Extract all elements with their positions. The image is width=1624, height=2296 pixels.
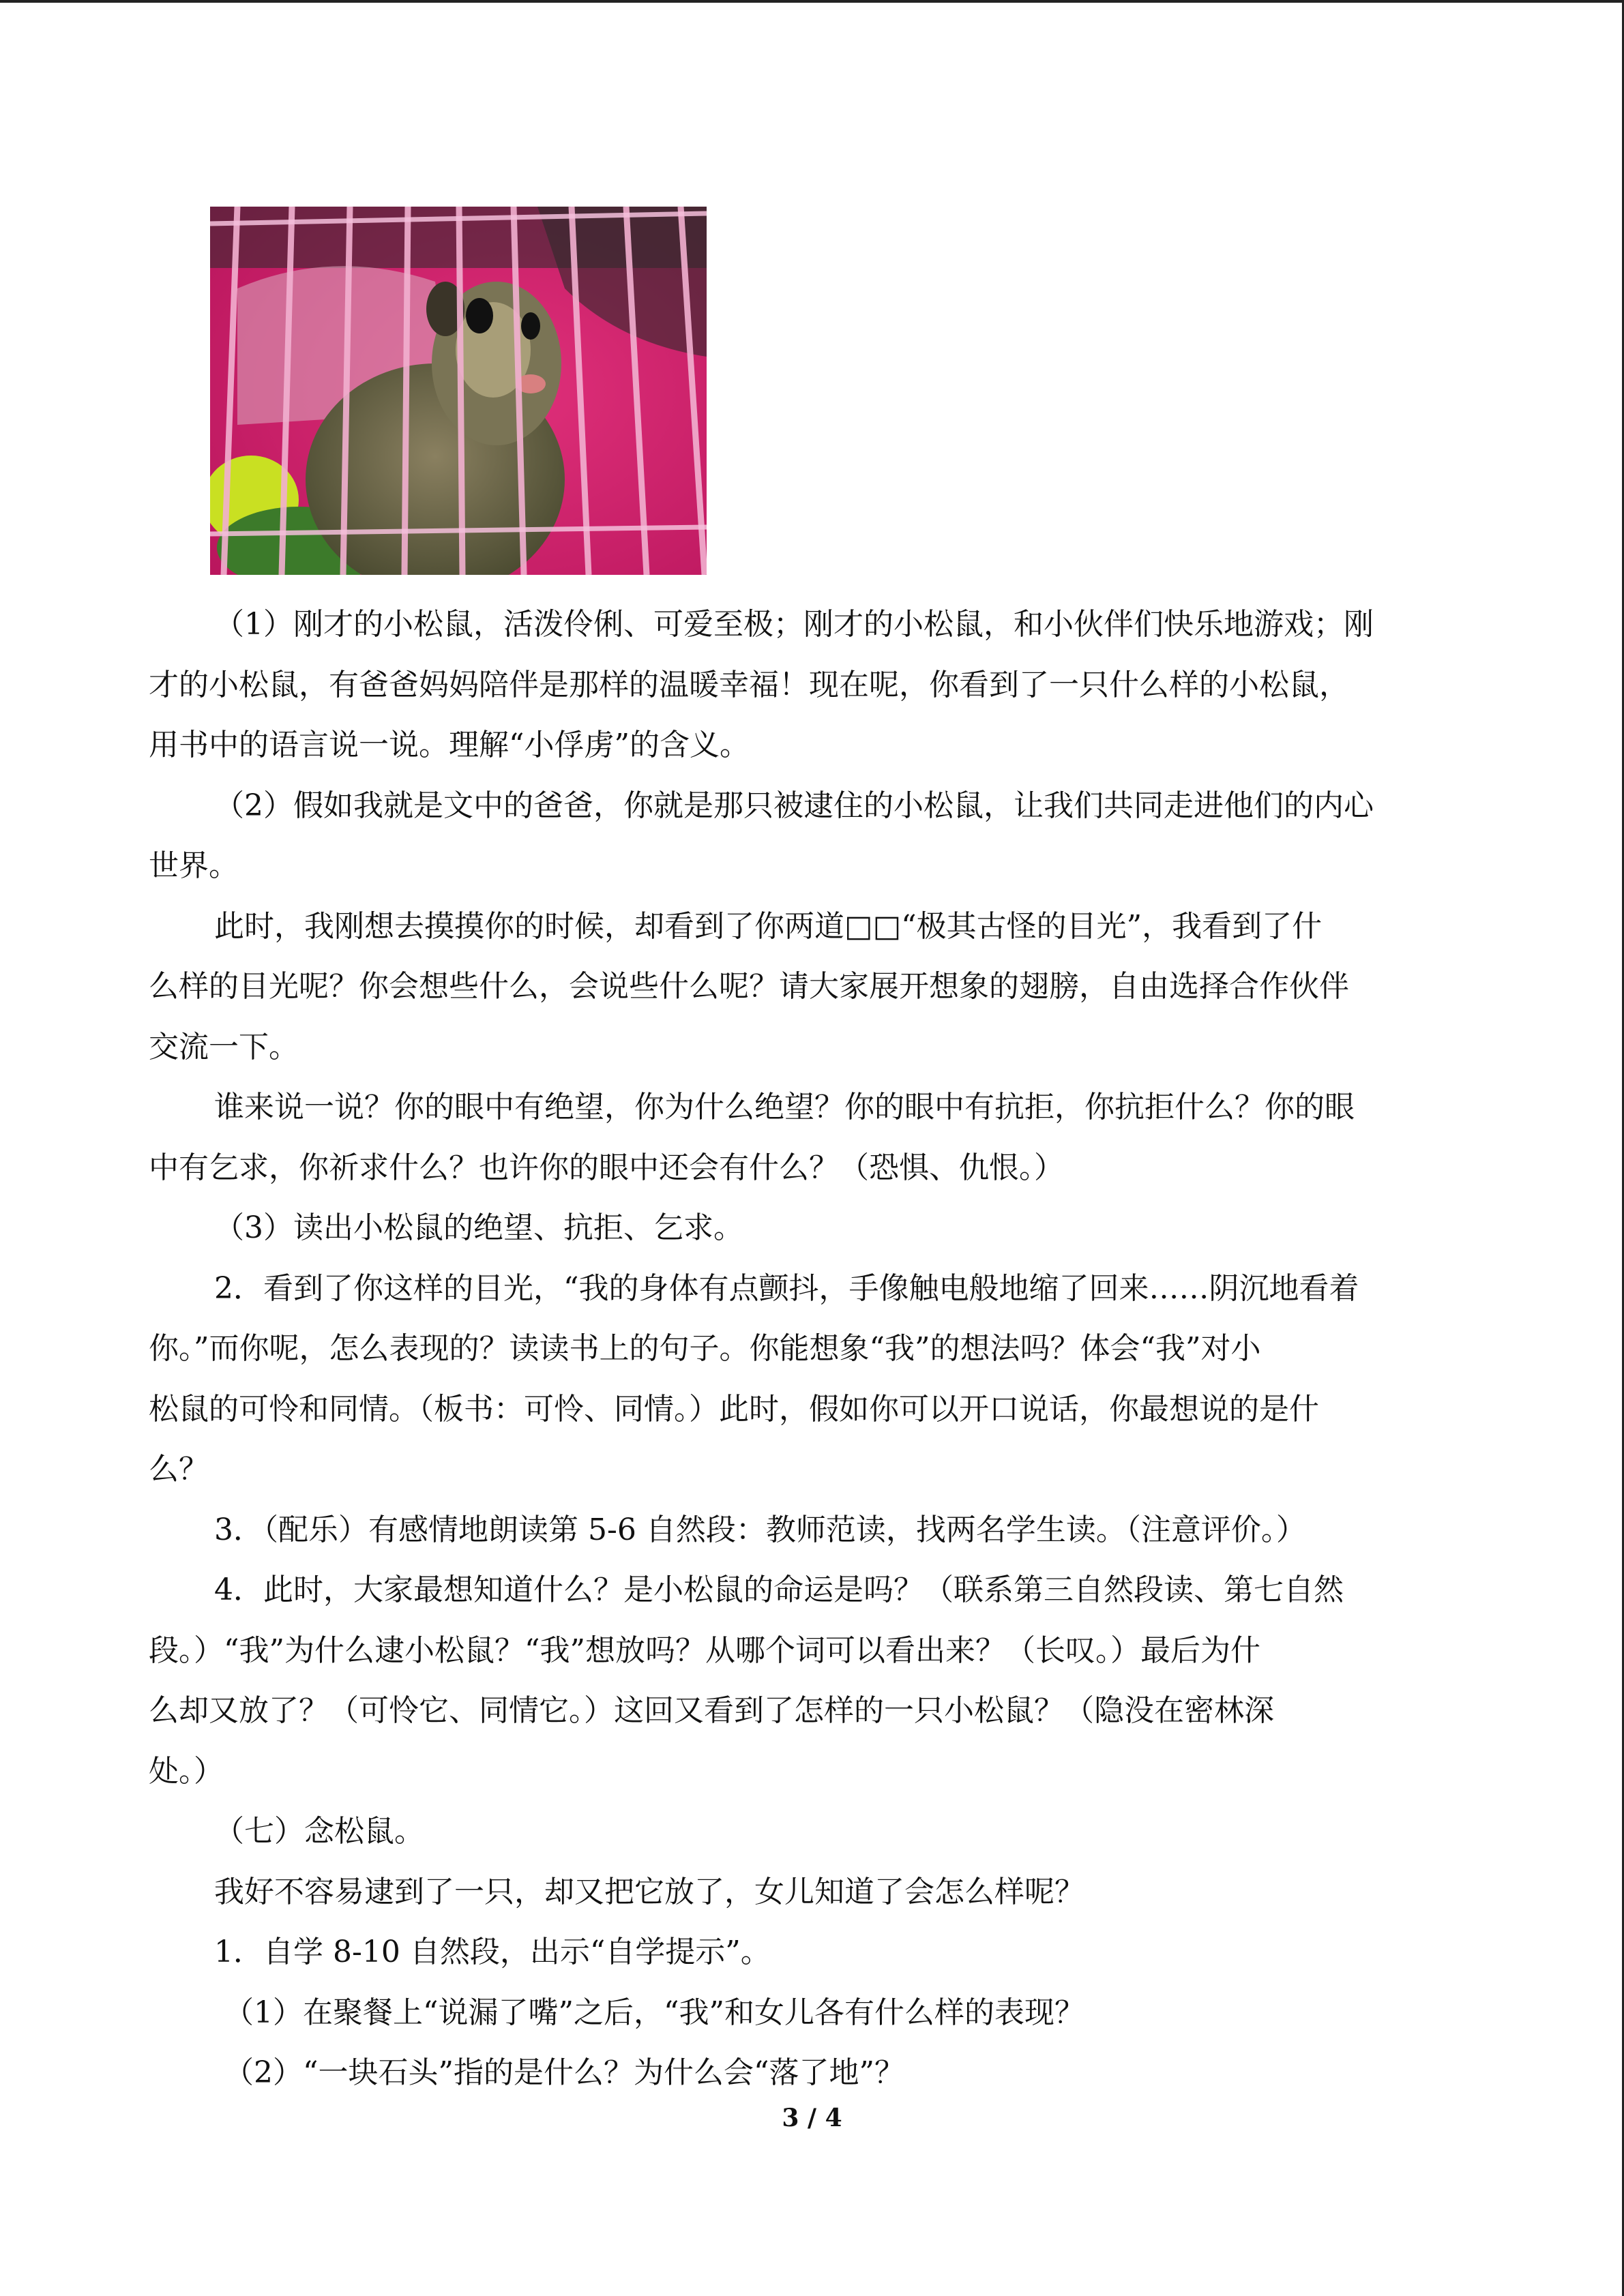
paragraph-line: 才的小松鼠，有爸爸妈妈陪伴是那样的温暖幸福！现在呢，你看到了一只什么样的小松鼠， (149, 667, 1349, 702)
paragraph-line: 世界。 (149, 848, 239, 883)
top-border (0, 0, 1624, 3)
paragraph-line: 3．（配乐）有感情地朗读第 5-6 自然段：教师范读，找两名学生读。（注意评价。） (214, 1512, 1306, 1547)
paragraph-line: 么却又放了？（可怜它、同情它。）这回又看到了怎样的一只小松鼠？（隐没在密林深 (149, 1693, 1274, 1728)
paragraph-line: （3）读出小松鼠的绝望、抗拒、乞求。 (214, 1210, 743, 1245)
paragraph-line: （1）在聚餐上“说漏了嘴”之后，“我”和女儿各有什么样的表现？ (224, 1995, 1084, 2030)
paragraph-line: 用书中的语言说一说。理解“小俘虏”的含义。 (149, 728, 750, 762)
paragraph-line: 2．看到了你这样的目光，“我的身体有点颤抖，手像触电般地缩了回来……阴沉地看着 (214, 1270, 1359, 1306)
paragraph-line: （2）“一块石头”指的是什么？为什么会“落了地”？ (224, 2055, 904, 2090)
squirrel-in-cage-photo (210, 207, 707, 575)
paragraph-line: （2）假如我就是文中的爸爸，你就是那只被逮住的小松鼠，让我们共同走进他们的内心 (214, 788, 1374, 823)
paragraph-line: 你。”而你呢，怎么表现的？读读书上的句子。你能想象“我”的想法吗？体会“我”对小 (149, 1331, 1261, 1366)
paragraph-line: （七）念松鼠。 (214, 1814, 424, 1849)
paragraph-line: 谁来说一说？你的眼中有绝望，你为什么绝望？你的眼中有抗拒，你抗拒什么？你的眼 (214, 1090, 1355, 1124)
paragraph-line: 此时，我刚想去摸摸你的时候，却看到了你两道□□“极其古怪的目光”，我看到了什 (214, 908, 1323, 944)
paragraph-line: 处。） (149, 1753, 224, 1789)
paragraph-line: 交流一下。 (149, 1029, 299, 1064)
page-number: 3 / 4 (782, 2104, 842, 2132)
paragraph-line: 段。）“我”为什么逮小松鼠？“我”想放吗？从哪个词可以看出来？（长叹。）最后为什 (149, 1632, 1260, 1668)
body-text (149, 595, 1476, 2104)
paragraph-line: 我好不容易逮到了一只，却又把它放了，女儿知道了会怎么样呢？ (214, 1874, 1084, 1909)
paragraph-line: 么？ (149, 1452, 209, 1487)
paragraph-line: 1．自学 8-10 自然段，出示“自学提示”。 (214, 1935, 771, 1969)
paragraph-line: 么样的目光呢？你会想些什么，会说些什么呢？请大家展开想象的翅膀，自由选择合作伙伴 (149, 969, 1349, 1004)
paragraph-line: （1）刚才的小松鼠，活泼伶俐、可爱至极；刚才的小松鼠，和小伙伴们快乐地游戏；刚 (214, 607, 1374, 642)
paragraph-line: 松鼠的可怜和同情。（板书：可怜、同情。）此时，假如你可以开口说话，你最想说的是什 (149, 1391, 1319, 1427)
paragraph-line: 中有乞求，你祈求什么？也许你的眼中还会有什么？（恐惧、仇恨。） (149, 1150, 1064, 1185)
paragraph-line: 4．此时，大家最想知道什么？是小松鼠的命运是吗？（联系第三自然段读、第七自然 (214, 1572, 1344, 1607)
